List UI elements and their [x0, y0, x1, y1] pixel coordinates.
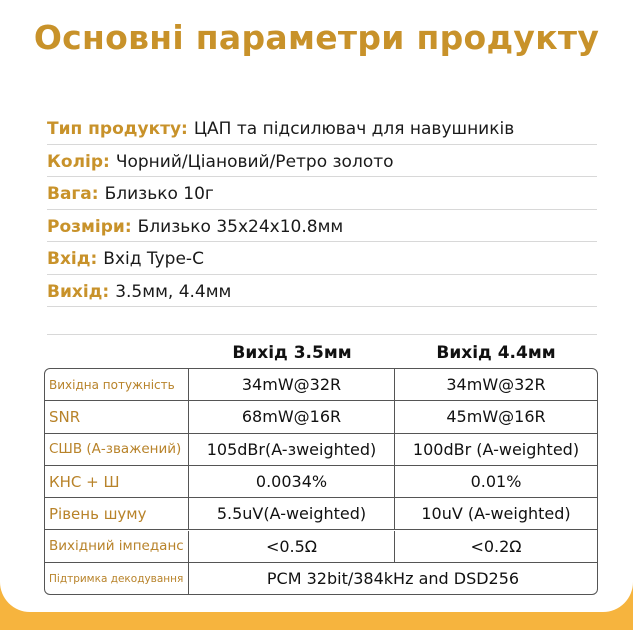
- row-label: СШВ (А-зважений): [45, 434, 189, 465]
- table-row: [45, 401, 597, 433]
- spec-label: Колір:: [47, 151, 110, 172]
- cell-4-4mm: <0.2Ω: [470, 536, 522, 556]
- spec-row-type: [47, 112, 597, 145]
- spec-row-output: [47, 275, 597, 308]
- spec-row-weight: [47, 177, 597, 210]
- column-header-4-4mm: Вихід 4.4мм: [436, 343, 556, 363]
- cell-3-5mm: 0.0034%: [189, 466, 395, 497]
- page-title: Основні параметри продукту: [33, 18, 600, 57]
- row-label: SNR: [45, 401, 189, 432]
- output-spec-table: [44, 368, 598, 595]
- cell-4-4mm: 0.01%: [470, 472, 522, 492]
- cell-3-5mm: 34mW@32R: [189, 369, 395, 400]
- spec-label: Вихід:: [47, 281, 110, 302]
- cell-3-5mm: 68mW@16R: [189, 401, 395, 432]
- spec-list: [47, 112, 597, 307]
- row-label: Підтримка декодування: [45, 563, 189, 595]
- table-row: [45, 466, 597, 498]
- table-row-decoding: [45, 563, 597, 595]
- cell-4-4mm: 10uV (A-weighted): [421, 504, 571, 524]
- row-label: Вихідний імпеданс: [45, 531, 189, 562]
- spec-row-input: [47, 242, 597, 275]
- cell-3-5mm: 5.5uV(A-weighted): [189, 498, 395, 529]
- spec-row-dimensions: [47, 210, 597, 243]
- section-divider: [47, 334, 597, 335]
- table-row: [45, 531, 597, 563]
- row-label: Вихідна потужність: [45, 369, 189, 400]
- spec-row-color: [47, 145, 597, 178]
- decoding-value: PCM 32bit/384kHz and DSD256: [266, 569, 520, 589]
- spec-label: Вхід:: [47, 249, 98, 270]
- table-row: [45, 434, 597, 466]
- spec-value: Чорний/Ціановий/Ретро золото: [115, 151, 394, 172]
- cell-3-5mm: <0.5Ω: [189, 531, 395, 562]
- cell-4-4mm: 34mW@32R: [446, 375, 546, 395]
- spec-value: Вхід Type-C: [103, 249, 204, 270]
- spec-label: Тип продукту:: [47, 119, 188, 140]
- spec-value: 3.5мм, 4.4мм: [115, 281, 232, 302]
- spec-value: ЦАП та підсилювач для навушників: [193, 119, 515, 140]
- spec-value: Близько 35x24x10.8мм: [137, 216, 344, 237]
- row-label: КНС + Ш: [45, 466, 189, 497]
- cell-4-4mm: 100dBr (A-weighted): [412, 439, 580, 459]
- cell-4-4mm: 45mW@16R: [446, 407, 546, 427]
- column-header-3-5mm: Вихід 3.5мм: [232, 343, 352, 363]
- table-row: [45, 498, 597, 530]
- cell-3-5mm: 105dBr(A-зweighted): [189, 434, 395, 465]
- spec-label: Вага:: [47, 184, 99, 205]
- row-label: Рівень шуму: [45, 498, 189, 529]
- table-row: [45, 369, 597, 401]
- spec-label: Розміри:: [47, 216, 132, 237]
- spec-value: Близько 10г: [104, 184, 214, 205]
